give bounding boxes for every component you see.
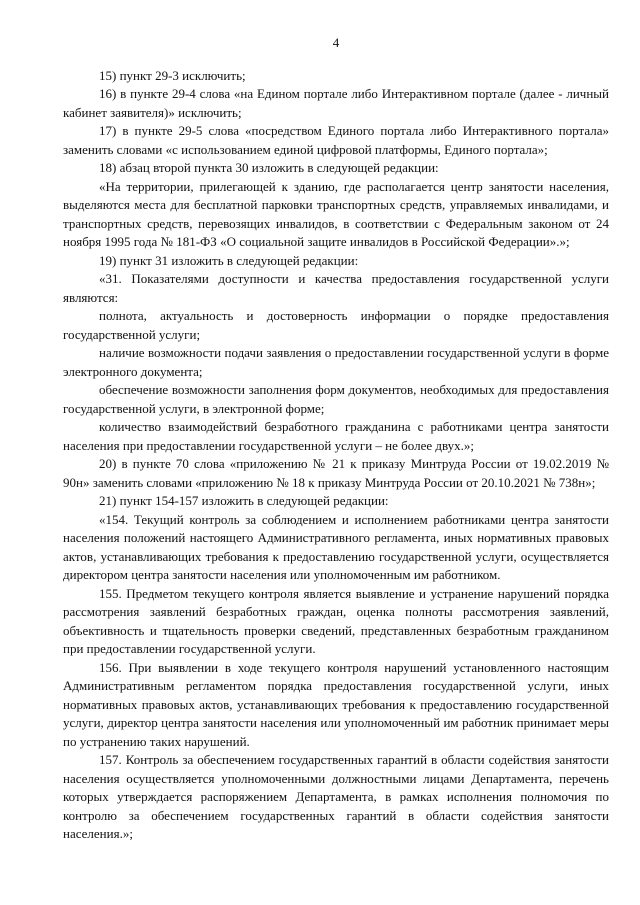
paragraph-indicator-3: обеспечение возможности заполнения форм документов, необходимых для предоставления государственной услуги, в электронной форме; — [63, 382, 609, 416]
paragraph-indicator-2: наличие возможности подачи заявления о предоставлении государственной услуги в форме электронного документа; — [63, 345, 609, 379]
paragraph-item-19: 19) пункт 31 изложить в следующей редакции: — [99, 252, 359, 268]
paragraph-item-21: 21) пункт 154-157 изложить в следующей редакции: — [99, 493, 389, 508]
page-number: 4 — [332, 35, 340, 50]
paragraph-point-156: 156. При выявлении в ходе текущего контроля нарушений установленного настоящим Административным регламентом порядка предоставления государственной услуги, иных нормативных правовых актов, устанавливающих требования к предоставлению государственной услуги, директор центра занятости населения или уполномоченный им работник принимает меры по устранению таких нарушений. — [63, 659, 609, 749]
paragraph-indicator-1: полнота, актуальность и достоверность информации о порядке предоставления государственной услуги; — [63, 308, 609, 342]
paragraph-point-31: «31. Показателями доступности и качества предоставления государственной услуги являются: — [63, 271, 609, 305]
paragraph-item-20: 20) в пункте 70 слова «приложению № 21 к приказу Минтруда России от 19.02.2019 № 90н» заменить словами «приложению № 18 к приказу Минтруда России от 20.10.2021 № 738н»; — [63, 456, 609, 490]
paragraph-quote-30: «На территории, прилегающей к зданию, где располагается центр занятости населения, выделяются места для бесплатной парковки транспортных средств, управляемых инвалидами, и транспортных средств, перевозящих инвалидов, в соответствии с Федеральным законом от 24 ноября 1995 года № 181-ФЗ «О социальной защите инвалидов в Российской Федерации».»; — [63, 178, 609, 249]
paragraph-item-16: 16) в пункте 29-4 слова «на Едином портале либо Интерактивном портале (далее - личный кабинет заявителя)» исключить; — [63, 86, 609, 120]
paragraph-point-157: 157. Контроль за обеспечением государственных гарантий в области содействия занятости населения осуществляется уполномоченными должностными лицами Департамента, перечень которых утверждается распоряжением Департамента, в рамках исполнения полномочия по контролю за обеспечением государственных гарантий в области содействия занятости населения.»; — [63, 752, 609, 841]
paragraph-point-154: «154. Текущий контроль за соблюдением и исполнением работниками центра занятости населения положений настоящего Административного регламента, иных нормативных правовых актов, устанавливающих требования к предоставлению государственной услуги, осуществляется директором центра занятости населения или уполномоченным им работником. — [63, 511, 609, 582]
paragraph-item-17: 17) в пункте 29-5 слова «посредством Единого портала либо Интерактивного портала» заменить словами «с использованием единой цифровой платформы, Единого портала»; — [63, 123, 609, 157]
paragraph-item-15: 15) пункт 29-3 исключить; — [99, 67, 246, 83]
paragraph-indicator-4: количество взаимодействий безработного гражданина с работниками центра занятости населения при предоставлении государственной услуги – не более двух.»; — [63, 419, 609, 453]
paragraph-point-155: 155. Предметом текущего контроля является выявление и устранение нарушений порядка рассмотрения заявлений безработных граждан, оценка полноты рассмотрения заявлений, объективность и тщательность проверки сведений, представленных безработным гражданином при предоставлении государственной услуги. — [63, 585, 609, 656]
paragraph-item-18: 18) абзац второй пункта 30 изложить в следующей редакции: — [99, 160, 439, 175]
